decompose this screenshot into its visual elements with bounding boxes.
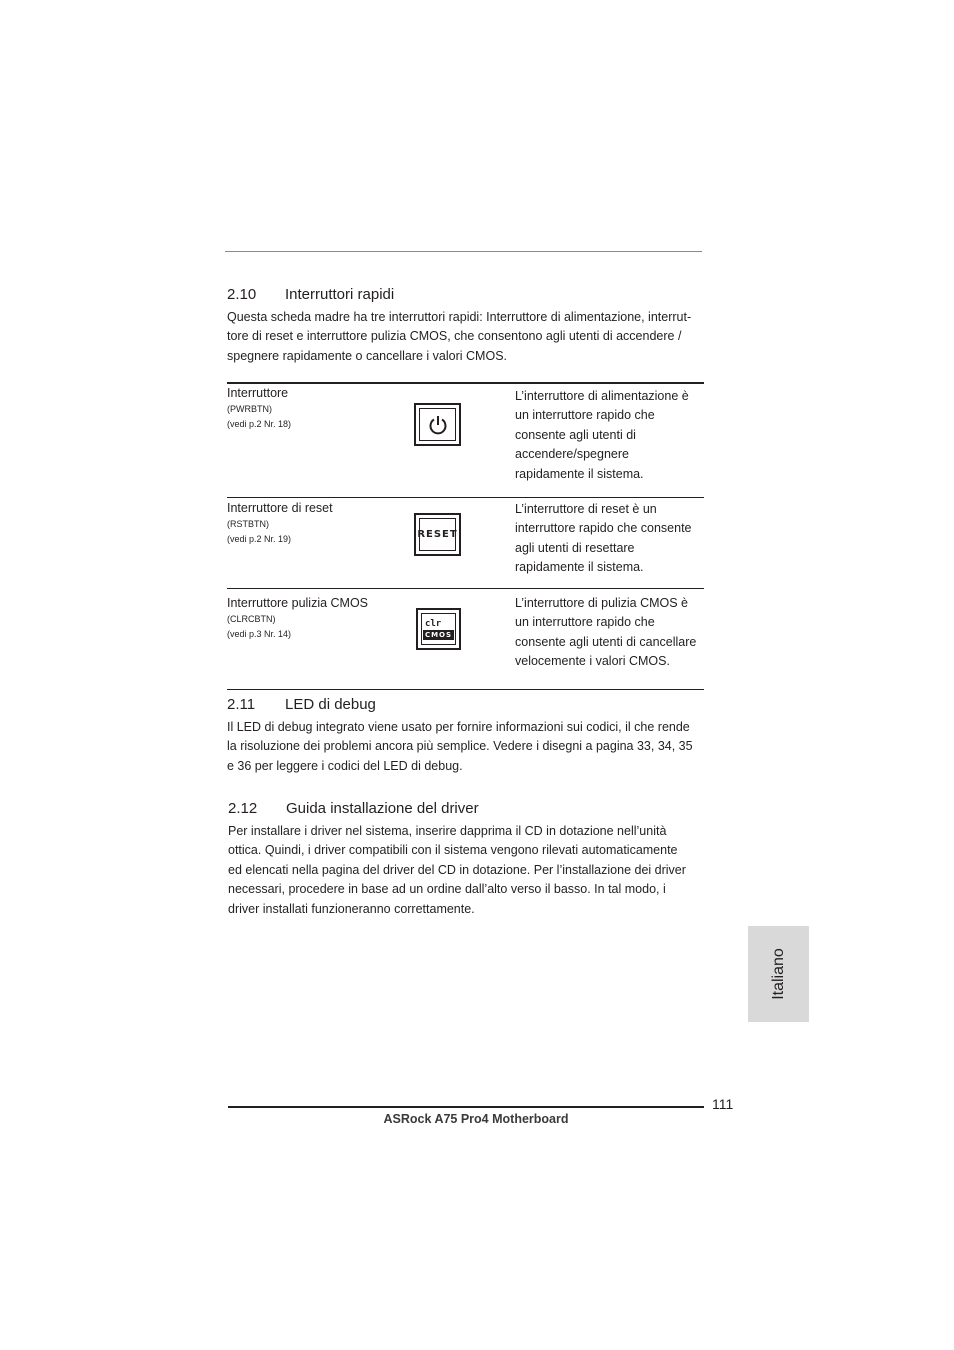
para-line: ottica. Quindi, i driver compatibili con il sistema vengono rilevati automaticamente	[228, 843, 678, 858]
para-line: necessari, procedere in base ad un ordine dall’alto verso il basso. In tal modo, i	[228, 882, 666, 897]
para-line: la risoluzione dei problemi ancora più semplice. Vedere i disegni a pagina 33, 34, 35	[227, 739, 693, 754]
section-title: LED di debug	[285, 696, 376, 713]
switch-ref: (vedi p.2 Nr. 18)	[227, 419, 292, 429]
section-2-12-body	[228, 822, 718, 919]
switch-name: Interruttore	[227, 386, 289, 400]
clear-cmos-switch-graphic	[416, 608, 461, 650]
switch-row-power	[227, 386, 291, 432]
desc-line: accendere/spegnere	[515, 447, 629, 462]
para-line: Questa scheda madre ha tre interruttori rapidi: Interruttore di alimentazione, interrut-	[227, 310, 692, 324]
para-line: spegnere rapidamente o cancellare i valori CMOS.	[227, 348, 507, 363]
row-divider	[227, 497, 704, 498]
desc-line: un interruttore rapido che	[515, 615, 655, 630]
power-icon	[427, 414, 449, 436]
section-title: Interruttori rapidi	[285, 286, 395, 303]
top-divider	[225, 251, 702, 252]
switch-code: (PWRBTN)	[227, 404, 272, 414]
cmos-icon-label: CMOS	[424, 630, 453, 639]
switch-description	[515, 500, 705, 578]
para-line: e 36 per leggere i codici del LED di debug.	[227, 758, 463, 773]
switch-description	[515, 387, 705, 484]
desc-line: rapidamente il sistema.	[515, 560, 644, 575]
switch-code: (RSTBTN)	[227, 519, 269, 529]
para-line: tore di reset e interruttore pulizia CMOS, che consentono agli utenti di accendere /	[227, 329, 682, 344]
switch-code: (CLRCBTN)	[227, 614, 276, 624]
section-2-10-body	[227, 308, 717, 366]
footer-rule	[228, 1106, 704, 1108]
switch-name: Interruttore di reset	[227, 501, 333, 515]
page-number: 111	[712, 1096, 734, 1112]
desc-line: L’interruttore di alimentazione è	[515, 389, 689, 403]
para-line: ed elencati nella pagina del driver del CD in dotazione. Per l’installazione dei driver	[228, 862, 686, 877]
row-divider	[227, 588, 704, 589]
switch-row-reset	[227, 501, 333, 547]
para-line: Per installare i driver nel sistema, inserire dapprima il CD in dotazione nell’unità	[228, 824, 667, 838]
desc-line: L’interruttore di pulizia CMOS è	[515, 596, 688, 610]
desc-line: rapidamente il sistema.	[515, 466, 644, 481]
section-2-11-body	[227, 718, 717, 776]
clr-icon-label: clr	[424, 618, 442, 629]
desc-line: consente agli utenti di	[515, 427, 636, 442]
reset-icon	[419, 518, 456, 551]
section-heading-2-12	[228, 800, 479, 817]
switch-name: Interruttore pulizia CMOS	[227, 596, 369, 610]
reset-switch-graphic	[414, 513, 461, 556]
switch-ref: (vedi p.3 Nr. 14)	[227, 629, 292, 639]
desc-line: consente agli utenti di cancellare	[515, 634, 697, 649]
switch-ref: (vedi p.2 Nr. 19)	[227, 534, 292, 544]
section-number: 2.11	[227, 696, 256, 713]
clear-cmos-icon	[421, 613, 456, 645]
section-title: Guida installazione del driver	[286, 800, 479, 817]
para-line: Il LED di debug integrato viene usato per fornire informazioni sui codici, il che rende	[227, 720, 690, 734]
desc-line: un interruttore rapido che	[515, 408, 655, 423]
desc-line: agli utenti di resettare	[515, 540, 635, 555]
section-heading-2-11	[227, 696, 376, 713]
reset-icon-label: RESET	[417, 529, 458, 540]
language-tab	[748, 926, 809, 1022]
table-top-rule	[227, 382, 704, 384]
desc-line: velocemente i valori CMOS.	[515, 654, 670, 669]
desc-line: interruttore rapido che consente	[515, 521, 692, 536]
switch-row-clear-cmos	[227, 596, 368, 642]
footer-title: ASRock A75 Pro4 Motherboard	[383, 1112, 569, 1126]
section-number: 2.12	[228, 800, 258, 817]
para-line: driver installati funzioneranno correttamente.	[228, 901, 475, 916]
language-tab-label: Italiano	[769, 948, 787, 1000]
section-heading-2-10	[227, 286, 394, 303]
section-number: 2.10	[227, 286, 257, 303]
desc-line: L’interruttore di reset è un	[515, 502, 657, 516]
power-switch-graphic	[414, 403, 461, 446]
table-bottom-rule	[227, 689, 704, 690]
switch-description	[515, 594, 705, 672]
